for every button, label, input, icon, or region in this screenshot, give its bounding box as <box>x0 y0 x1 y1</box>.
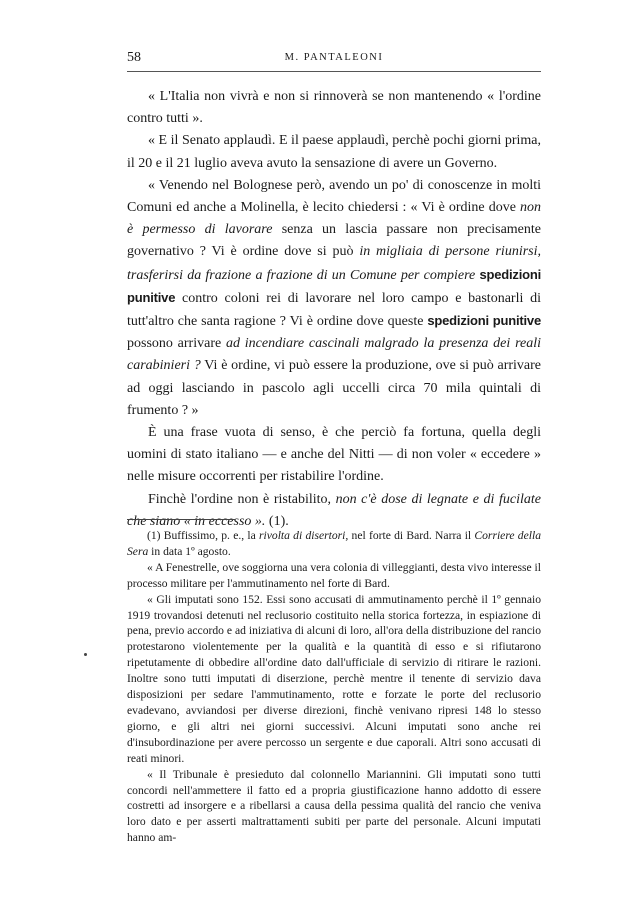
text-run: senza un lascia passare non precisamente governativo ? Vi è ordine dove si può <box>127 222 541 260</box>
text-run: È una frase vuota di senso, è che perciò fa fortuna, quella degli uomini di stato italiano — e anche del Nitti — di non voler « eccedere » nelle misure occorrenti per ristabilire l'ordine. <box>127 425 541 485</box>
page-number: 58 <box>127 50 141 65</box>
footnote-paragraph <box>127 560 541 592</box>
italic-text: non c'è dose di legnate e di fucilate che siano « in eccesso ». <box>127 491 541 529</box>
text-run: in data 1º agosto. <box>148 544 231 558</box>
footnotes <box>127 528 541 846</box>
main-text <box>127 86 541 533</box>
text-run: possono arrivare <box>127 336 226 352</box>
page-header <box>127 50 541 72</box>
text-run: nel forte di Bard. Narra il <box>348 529 475 542</box>
paragraph <box>127 130 541 174</box>
italic-text: non è permesso di lavorare <box>127 200 541 238</box>
text-run: « Venendo nel Bolognese però, avendo un po' di conoscenze in molti Comuni ed anche a Molinella, è lecito chiedersi : « Vi è ordine dove <box>127 177 541 216</box>
paragraph <box>127 175 541 422</box>
footnote-paragraph <box>127 592 541 767</box>
text-run: « Gli imputati sono 152. Essi sono accusati di ammutinamento perchè il 1º gennaio 1919 trovandosi detenuti nel reclusorio costituito nella storica fortezza, in espiazione di pena, previo accordo e ad iniziativa di alcuni di loro, all'ora della distribuzione del rancio protestarono violentemente per la qualità e la quantità di esso e si rifiutarono ripetutamente di obbedire all'ordine dato dall'ufficiale di servizio di ritirare le razioni. Inoltre sono tutti imputati di diserzione, perchè mentre il tenente di servizio dava disposizioni per sedare l'ammutinamento, rotte e forzate le porte del reclusorio evadevano, avviandosi per diverse direzioni, finchè venivano ripresi 148 lo stesso giorno, e gli altri nei giorni successivi. Alcuni imputati sono anche rei d'insubordinazione per avere percosso un sergente e due caporali. Altri sono accusati di reati minori. <box>127 592 541 765</box>
footnote-rule <box>127 519 235 520</box>
running-title: M. PANTALEONI <box>284 52 384 63</box>
text-run: « A Fenestrelle, ove soggiorna una vera colonia di villeggianti, desta vivo interesse il processo militare per l'ammutinamento nel forte di Bard. <box>127 560 541 590</box>
text-run: « E il Senato applaudì. E il paese applaudì, perchè pochi giorni prima, il 20 e il 21 luglio aveva avuto la sensazione di avere un Governo. <box>127 133 541 171</box>
header-rule <box>127 71 541 72</box>
paragraph <box>127 489 541 533</box>
print-speck <box>84 653 87 656</box>
text-run: (1). <box>265 513 289 529</box>
text-run: contro coloni rei di lavorare nel loro campo e bastonarli di tutt'altro che santa ragione ? Vi è ordine dove queste <box>127 290 541 330</box>
paragraph <box>127 422 541 489</box>
italic-text: Corriere della Sera <box>127 529 541 558</box>
footnote-paragraph <box>127 528 541 560</box>
footnote-paragraph <box>127 767 541 847</box>
italic-text: in migliaia di persone riunirsi, trasferirsi da frazione a frazione di un Comune per compiere <box>127 244 541 283</box>
text-run: « Il Tribunale è presieduto dal colonnello Mariannini. Gli imputati sono tutti concordi nell'ammettere il fatto ed a propria giustificazione hanno addotto di essere costretti ad insorgere e a ribellarsi a causa della pessima qualità del rancio che veniva loro dato e per asserti maltrattamenti subiti per parte del personale. Alcuni imputati hanno am- <box>127 767 541 845</box>
italic-text: ad incendiare cascinali malgrado la presenza dei reali carabinieri ? <box>127 336 541 374</box>
bold-text: spedizioni punitive <box>427 313 541 329</box>
text-run: (1) Buffissimo, p. e., la <box>147 529 260 542</box>
bold-text: spedizioni punitive <box>127 266 542 305</box>
text-run: « L'Italia non vivrà e non si rinnoverà se non mantenendo « l'ordine contro tutti ». <box>127 89 541 127</box>
italic-text: rivolta di disertori, <box>259 529 349 542</box>
paragraph <box>127 86 541 130</box>
text-run: Vi è ordine, vi può essere la produzione, ove si può arrivare ad oggi lasciando in pascolo agli uccelli circa 70 mila quintali di frumento ? » <box>127 358 541 418</box>
text-run: Finchè l'ordine non è ristabilito, <box>148 491 336 507</box>
